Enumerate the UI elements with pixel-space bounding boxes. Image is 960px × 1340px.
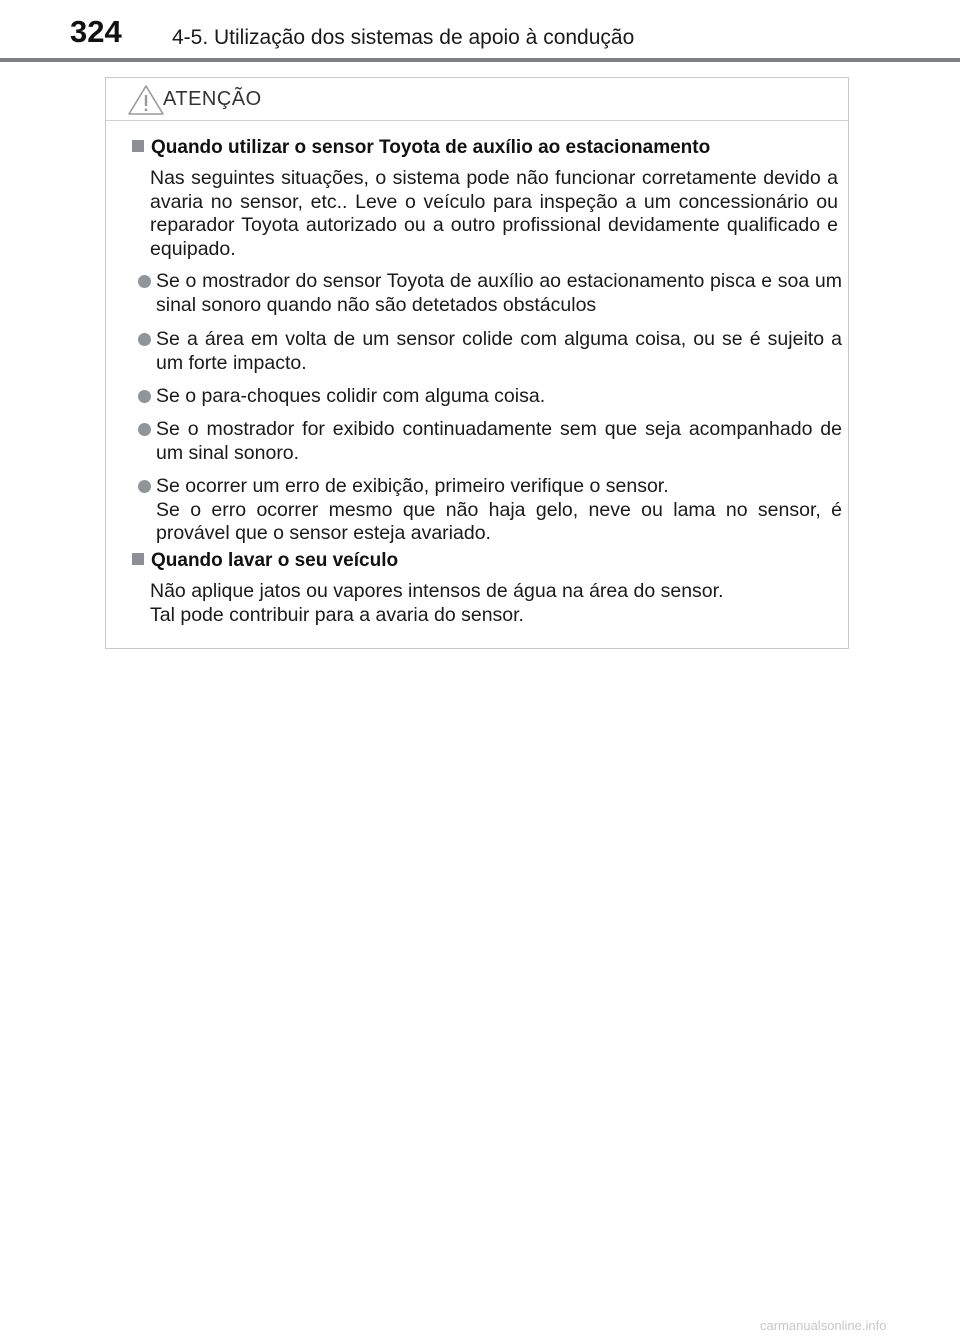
list-item: Se o mostrador for exibido continuadamente sem que seja acompanhado de um sinal sonoro. [132,418,842,465]
section-heading: Quando utilizar o sensor Toyota de auxílio ao estacionamento [132,137,710,159]
watermark: carmanualsonline.info [760,1318,887,1333]
page-number: 324 [70,14,122,49]
warning-box [105,77,849,649]
section-paragraph: Não aplique jatos ou vapores intensos de água na área do sensor. Tal pode contribuir para a avaria do sensor. [150,580,724,626]
square-bullet-icon [132,553,144,565]
warning-triangle-icon [127,84,165,116]
bullet-dot-icon [138,275,151,288]
list-item: Se ocorrer um erro de exibição, primeiro verifique o sensor. Se o erro ocorrer mesmo que não haja gelo, neve ou lama no sensor, é provável que o sensor esteja avariado. [132,475,842,546]
bullet-dot-icon [138,390,151,403]
bullet-dot-icon [138,480,151,493]
list-item: Se o para-choques colidir com alguma coisa. [132,385,842,409]
square-bullet-icon [132,140,144,152]
list-item: Se o mostrador do sensor Toyota de auxílio ao estacionamento pisca e soa um sinal sonoro quando não são detetados obstáculos [132,270,842,317]
header-rule [0,58,960,62]
bullet-dot-icon [138,333,151,346]
page-header [0,0,960,62]
section-paragraph: Nas seguintes situações, o sistema pode não funcionar corretamente devido a avaria no sensor, etc.. Leve o veículo para inspeção a um concessionário ou reparador Toyota autorizado ou a outro profissional devidamente qualificado e equipado. [150,167,838,260]
section-heading: Quando lavar o seu veículo [132,550,398,572]
list-item: Se a área em volta de um sensor colide com alguma coisa, ou se é sujeito a um forte impacto. [132,328,842,375]
warning-header [106,78,848,121]
section-title: 4-5. Utilização dos sistemas de apoio à condução [172,26,635,49]
warning-title: ATENÇÃO [163,88,262,110]
bullet-dot-icon [138,423,151,436]
